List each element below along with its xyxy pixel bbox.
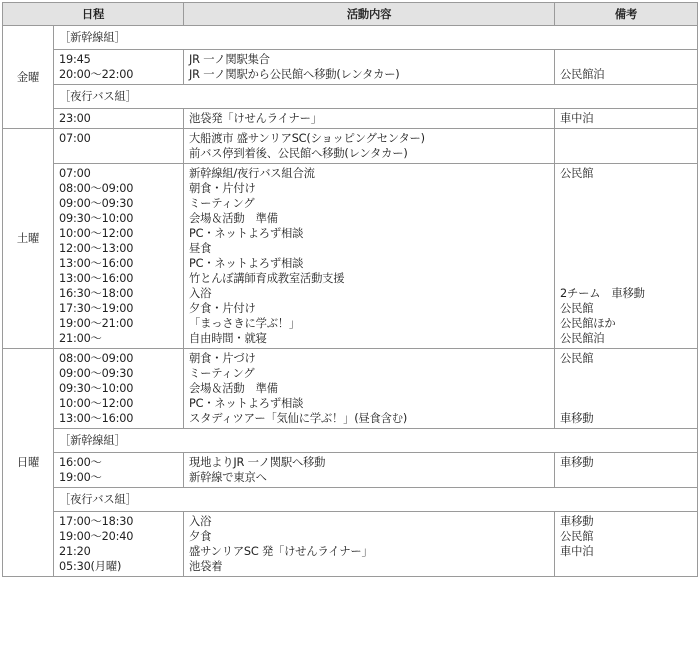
remarks-cell xyxy=(555,109,698,129)
remark-entry xyxy=(560,271,692,286)
table-row xyxy=(3,109,698,129)
remark-entry xyxy=(560,226,692,241)
header-schedule: 日程 xyxy=(3,3,184,26)
remark-entry: 2チーム 車移動 xyxy=(560,287,645,300)
time-entry: 17:00～18:30 xyxy=(59,515,134,528)
activity-cell xyxy=(184,50,555,85)
remark-entry: 公民館 xyxy=(560,302,594,315)
activity-cell xyxy=(184,453,555,488)
table-row xyxy=(3,129,698,164)
remark-entry: 公民館泊 xyxy=(560,68,605,81)
time-entry: 23:00 xyxy=(59,112,91,125)
day-friday: 金曜 xyxy=(3,26,54,129)
group-label-shinkansen: ［新幹線組］ xyxy=(54,26,698,50)
remark-entry: 公民館 xyxy=(560,530,594,543)
activity-entry: スタディツアー「気仙に学ぶ！」(昼食含む) xyxy=(189,412,408,425)
table-row xyxy=(3,26,698,50)
table-row xyxy=(3,349,698,429)
remark-entry: 公民館泊 xyxy=(560,332,605,345)
table-row xyxy=(3,429,698,453)
activity-entry: 夕食 xyxy=(189,530,212,543)
activity-entry: PC・ネットよろず相談 xyxy=(189,227,304,240)
activity-entry: 入浴 xyxy=(189,287,212,300)
time-cell xyxy=(54,349,184,429)
remark-entry: 車移動 xyxy=(560,456,594,469)
time-entry: 07:00 xyxy=(59,167,91,180)
activity-entry: 盛サンリアSC 発「けせんライナー」 xyxy=(189,545,373,558)
time-entry: 09:00～09:30 xyxy=(59,367,134,380)
activity-entry: 会場＆活動 準備 xyxy=(189,212,278,225)
activity-entry: 池袋着 xyxy=(189,560,223,573)
activity-entry: 昼食 xyxy=(189,242,212,255)
table-row xyxy=(3,85,698,109)
time-entry: 19:45 xyxy=(59,53,91,66)
time-entry: 10:00～12:00 xyxy=(59,227,134,240)
time-cell xyxy=(54,109,184,129)
remark-entry: 公民館 xyxy=(560,352,594,365)
header-remarks: 備考 xyxy=(555,3,698,26)
remark-entry xyxy=(560,241,692,256)
group-label-shinkansen: ［新幹線組］ xyxy=(54,429,698,453)
activity-entry: 会場＆活動 準備 xyxy=(189,382,278,395)
time-entry: 21:20 xyxy=(59,545,91,558)
time-entry: 13:00～16:00 xyxy=(59,412,134,425)
remarks-cell xyxy=(555,512,698,577)
activity-entry: 朝食・片づけ xyxy=(189,352,256,365)
remark-entry: 公民館ほか xyxy=(560,317,616,330)
header-row xyxy=(3,3,698,26)
time-entry: 21:00～ xyxy=(59,332,102,345)
remarks-cell xyxy=(555,164,698,349)
activity-entry: ミーティング xyxy=(189,367,255,380)
table-row xyxy=(3,50,698,85)
time-entry: 08:00～09:00 xyxy=(59,352,134,365)
time-cell xyxy=(54,512,184,577)
activity-entry: ミーティング xyxy=(189,197,255,210)
time-entry: 13:00～16:00 xyxy=(59,257,134,270)
activity-entry: PC・ネットよろず相談 xyxy=(189,257,304,270)
header-activity: 活動内容 xyxy=(184,3,555,26)
remarks-cell xyxy=(555,453,698,488)
time-entry: 19:00～ xyxy=(59,471,102,484)
remark-entry: 車移動 xyxy=(560,412,594,425)
activity-entry: 池袋発「けせんライナー」 xyxy=(189,112,322,125)
time-entry: 12:00～13:00 xyxy=(59,242,134,255)
table-row xyxy=(3,453,698,488)
activity-entry: 竹とんぼ講師育成教室活動支援 xyxy=(189,272,345,285)
activity-cell xyxy=(184,512,555,577)
activity-entry: 入浴 xyxy=(189,515,212,528)
remark-entry xyxy=(560,211,692,226)
remarks-cell xyxy=(555,50,698,85)
activity-entry: 現地よりJR 一ノ関駅へ移動 xyxy=(189,456,326,469)
remark-entry xyxy=(560,181,692,196)
time-entry: 17:30～19:00 xyxy=(59,302,134,315)
table-row xyxy=(3,164,698,349)
remark-entry: 車中泊 xyxy=(560,112,594,125)
day-saturday: 土曜 xyxy=(3,129,54,349)
remark-entry: 公民館 xyxy=(560,167,594,180)
activity-entry: 新幹線組/夜行バス組合流 xyxy=(189,167,315,180)
time-entry: 09:30～10:00 xyxy=(59,382,134,395)
remark-entry: 車中泊 xyxy=(560,545,594,558)
table-row xyxy=(3,488,698,512)
remark-entry xyxy=(560,381,692,396)
remark-entry xyxy=(560,196,692,211)
group-label-night-bus: ［夜行バス組］ xyxy=(54,85,698,109)
activity-cell xyxy=(184,129,555,164)
activity-entry: 前バス停到着後、公民館へ移動(レンタカー) xyxy=(189,147,408,160)
activity-cell xyxy=(184,349,555,429)
time-entry: 09:00～09:30 xyxy=(59,197,134,210)
activity-entry: 自由時間・就寝 xyxy=(189,332,267,345)
activity-entry: JR 一ノ関駅集合 xyxy=(189,53,270,66)
time-entry: 16:30～18:00 xyxy=(59,287,134,300)
remark-entry: 車移動 xyxy=(560,515,594,528)
activity-entry: PC・ネットよろず相談 xyxy=(189,397,304,410)
remark-entry xyxy=(560,366,692,381)
time-entry: 10:00～12:00 xyxy=(59,397,134,410)
activity-entry: JR 一ノ関駅から公民館へ移動(レンタカー) xyxy=(189,68,400,81)
activity-entry: 新幹線で東京へ xyxy=(189,471,267,484)
activity-cell xyxy=(184,109,555,129)
time-entry: 05:30(月曜) xyxy=(59,560,122,573)
day-sunday: 日曜 xyxy=(3,349,54,577)
activity-entry: 「まっさきに学ぶ！」 xyxy=(189,317,300,330)
remark-entry xyxy=(560,396,692,411)
remark-entry xyxy=(560,256,692,271)
remarks-cell xyxy=(555,129,698,164)
time-entry: 08:00～09:00 xyxy=(59,182,134,195)
time-entry: 20:00～22:00 xyxy=(59,68,134,81)
time-entry: 16:00～ xyxy=(59,456,102,469)
time-entry: 07:00 xyxy=(59,132,91,145)
remark-entry xyxy=(560,470,692,485)
time-cell xyxy=(54,164,184,349)
activity-entry: 朝食・片付け xyxy=(189,182,256,195)
activity-entry: 夕食・片付け xyxy=(189,302,256,315)
group-label-night-bus: ［夜行バス組］ xyxy=(54,488,698,512)
activity-entry: 大船渡市 盛サンリアSC(ショッピングセンター) xyxy=(189,132,425,145)
time-entry: 19:00～20:40 xyxy=(59,530,134,543)
time-entry: 13:00～16:00 xyxy=(59,272,134,285)
table-row xyxy=(3,512,698,577)
remarks-cell xyxy=(555,349,698,429)
time-cell xyxy=(54,453,184,488)
schedule-table xyxy=(2,2,698,577)
time-entry: 19:00～21:00 xyxy=(59,317,134,330)
activity-cell xyxy=(184,164,555,349)
time-entry: 09:30～10:00 xyxy=(59,212,134,225)
time-cell xyxy=(54,50,184,85)
time-cell xyxy=(54,129,184,164)
remark-entry xyxy=(560,559,692,574)
